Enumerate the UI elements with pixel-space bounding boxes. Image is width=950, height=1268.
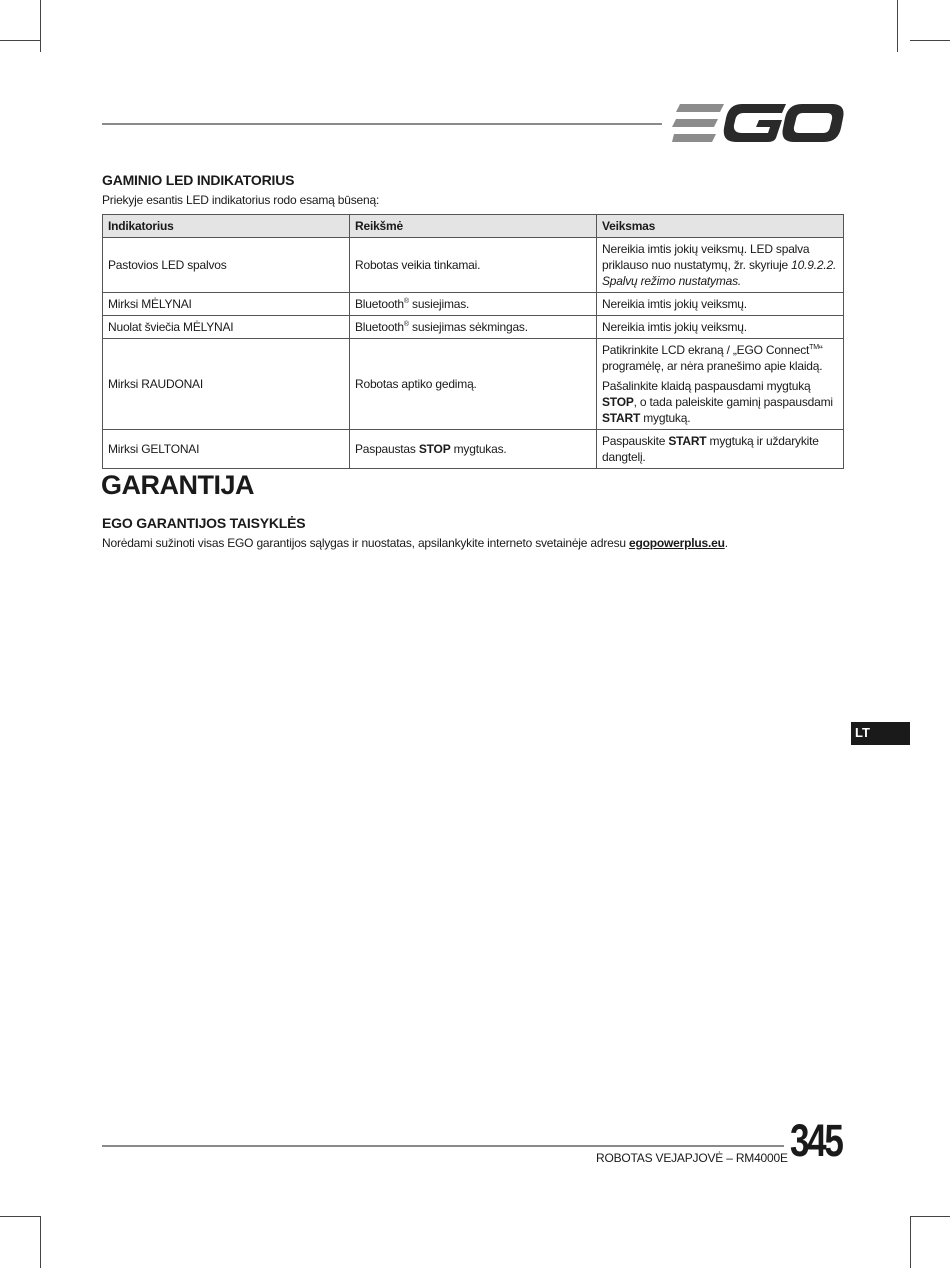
action-cell: Paspauskite START mygtuką ir uždarykite dangtelį. <box>597 430 844 469</box>
led-indicator-table <box>102 214 844 469</box>
page-number: 345 <box>790 1115 842 1166</box>
section-intro: Priekyje esantis LED indikatorius rodo esamą būseną: <box>102 193 380 207</box>
svg-text:EGO: EGO <box>672 102 675 103</box>
indicator-cell: Mirksi MĖLYNAI <box>103 293 350 316</box>
indicator-cell: Mirksi GELTONAI <box>103 430 350 469</box>
table-row <box>103 238 844 293</box>
footer-product-title: ROBOTAS VEJAPJOVĖ – RM4000E <box>596 1151 788 1165</box>
meaning-cell: Bluetooth® susiejimas sėkmingas. <box>350 316 597 339</box>
ego-logo <box>672 102 844 144</box>
indicator-cell: Pastovios LED spalvos <box>103 238 350 293</box>
warranty-link[interactable]: egopowerplus.eu <box>629 536 725 550</box>
footer-rule <box>102 1145 784 1147</box>
warranty-text: Norėdami sužinoti visas EGO garantijos sąlygas ir nuostatas, apsilankykite interneto svetainėje adresu egopowerplus.eu. <box>102 536 728 550</box>
table-row <box>103 293 844 316</box>
section-reference: 10.9.2.2. Spalvų režimo nustatymas. <box>602 258 837 288</box>
action-paragraph: Patikrinkite LCD ekraną / „EGO Connect™“ programėlę, ar nėra pranešimo apie klaidą. <box>602 343 823 373</box>
language-tab: LT <box>851 722 910 745</box>
meaning-cell: Paspaustas STOP mygtukas. <box>350 430 597 469</box>
table-header-row <box>103 215 844 238</box>
header-rule <box>102 123 662 125</box>
action-text: Nereikia imtis jokių veiksmų. LED spalva priklauso nuo nustatymų, žr. skyriuje <box>602 242 810 272</box>
indicator-cell: Nuolat šviečia MĖLYNAI <box>103 316 350 339</box>
meaning-cell: Bluetooth® susiejimas. <box>350 293 597 316</box>
warranty-subheading: EGO GARANTIJOS TAISYKLĖS <box>102 515 306 531</box>
action-cell: Nereikia imtis jokių veiksmų. <box>597 316 844 339</box>
table-row <box>103 430 844 469</box>
warranty-heading: GARANTIJA <box>101 470 255 500</box>
action-cell <box>597 339 844 430</box>
indicator-cell: Mirksi RAUDONAI <box>103 339 350 430</box>
column-header: Veiksmas <box>597 215 844 238</box>
column-header: Indikatorius <box>103 215 350 238</box>
meaning-cell: Robotas aptiko gedimą. <box>350 339 597 430</box>
column-header: Reikšmė <box>350 215 597 238</box>
action-cell: Nereikia imtis jokių veiksmų. <box>597 293 844 316</box>
table-row <box>103 316 844 339</box>
action-cell <box>597 238 844 293</box>
action-paragraph: Pašalinkite klaidą paspausdami mygtuką STOP, o tada paleiskite gaminį paspausdami START mygtuką. <box>602 379 833 425</box>
table-row <box>103 339 844 430</box>
section-title: GAMINIO LED INDIKATORIUS <box>102 172 295 188</box>
meaning-cell: Robotas veikia tinkamai. <box>350 238 597 293</box>
